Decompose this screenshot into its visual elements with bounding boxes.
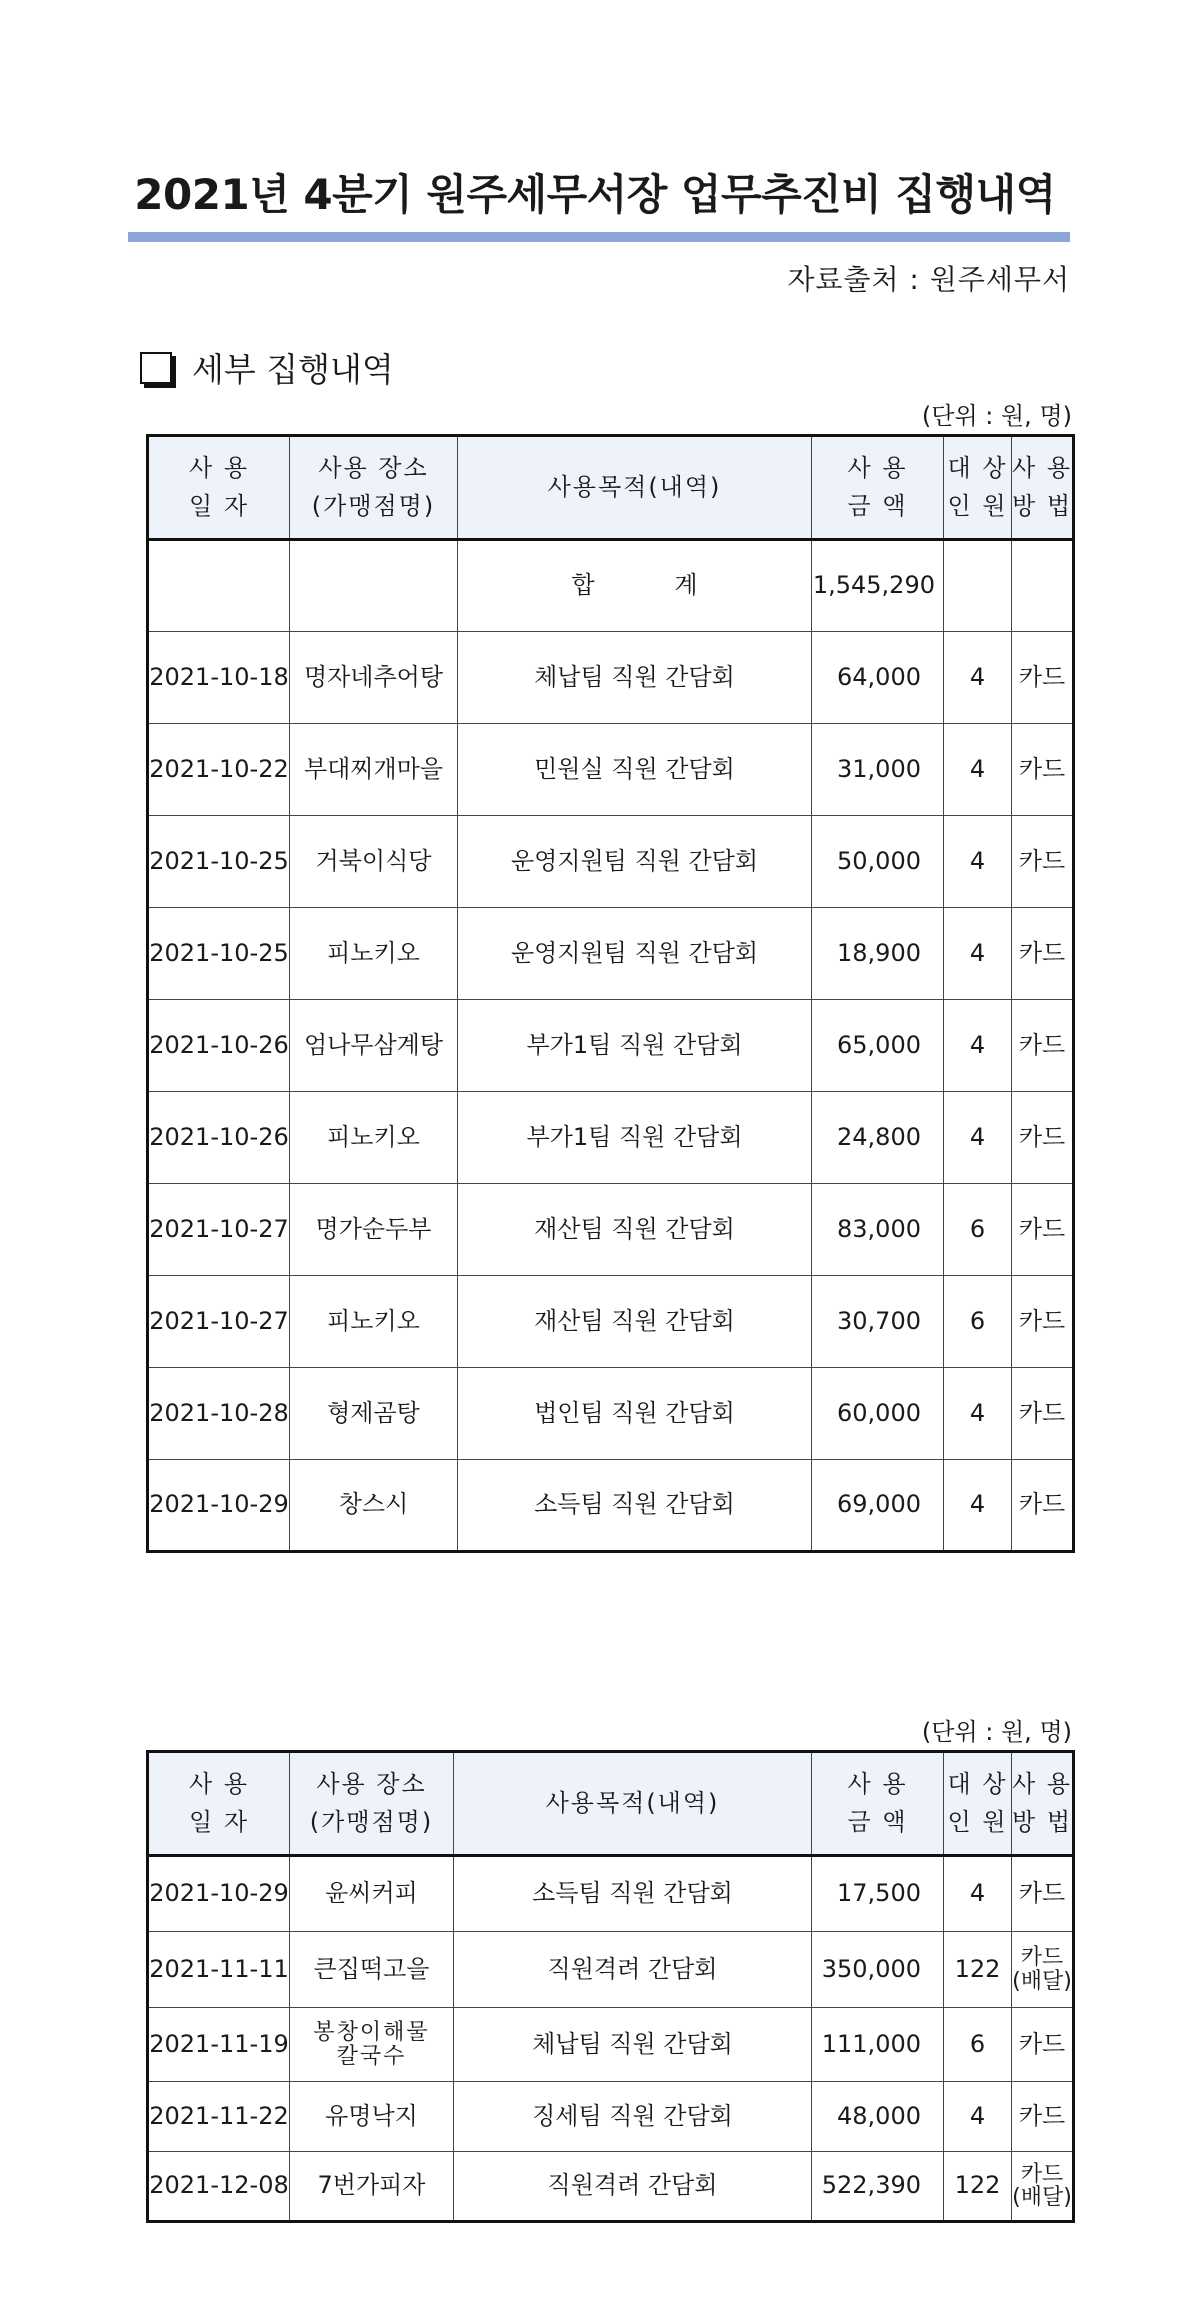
row-people: 4 <box>944 1856 1012 1932</box>
row-place: 형제곰탕 <box>290 1368 458 1460</box>
row-people: 6 <box>944 1184 1012 1276</box>
unit-label-2: (단위 : 원, 명) <box>921 1718 1072 1746</box>
header-place: 사용 장소 (가맹점명) <box>290 436 458 540</box>
header-date: 사 용 일 자 <box>148 1752 290 1856</box>
header-amount: 사 용 금 액 <box>812 436 944 540</box>
row-purpose: 체납팀 직원 간담회 <box>454 2008 812 2082</box>
row-place: 피노키오 <box>290 1276 458 1368</box>
table-row <box>148 724 1074 816</box>
row-date: 2021-10-26 <box>148 1000 290 1092</box>
table-row <box>148 1000 1074 1092</box>
table-row <box>148 632 1074 724</box>
row-method: 카드 <box>1012 2082 1074 2152</box>
row-people: 4 <box>944 1092 1012 1184</box>
expense-table-2 <box>146 1750 1075 2223</box>
table-row <box>148 2008 1074 2082</box>
row-purpose: 부가1팀 직원 간담회 <box>458 1000 812 1092</box>
row-date: 2021-10-28 <box>148 1368 290 1460</box>
header-people: 대 상 인 원 <box>944 436 1012 540</box>
table-row <box>148 1276 1074 1368</box>
row-date: 2021-10-25 <box>148 816 290 908</box>
row-place: 엄나무삼계탕 <box>290 1000 458 1092</box>
table-row <box>148 2152 1074 2222</box>
row-amount: 24,800 <box>812 1092 944 1184</box>
row-people: 122 <box>944 1932 1012 2008</box>
row-place: 피노키오 <box>290 1092 458 1184</box>
row-date: 2021-11-11 <box>148 1932 290 2008</box>
page-title: 2021년 4분기 원주세무서장 업무추진비 집행내역 <box>134 170 1056 219</box>
row-amount: 50,000 <box>812 816 944 908</box>
row-amount: 17,500 <box>812 1856 944 1932</box>
header-purpose: 사용목적(내역) <box>458 436 812 540</box>
row-people: 4 <box>944 1460 1012 1552</box>
row-place: 부대찌개마을 <box>290 724 458 816</box>
row-amount: 64,000 <box>812 632 944 724</box>
row-method: 카드 <box>1012 1276 1074 1368</box>
row-people: 4 <box>944 724 1012 816</box>
row-purpose: 운영지원팀 직원 간담회 <box>458 816 812 908</box>
total-row <box>148 540 1074 632</box>
title-underline <box>128 232 1070 242</box>
row-date: 2021-10-26 <box>148 1092 290 1184</box>
row-purpose: 소득팀 직원 간담회 <box>454 1856 812 1932</box>
table-row <box>148 1184 1074 1276</box>
row-place: 큰집떡고을 <box>290 1932 454 2008</box>
row-purpose: 민원실 직원 간담회 <box>458 724 812 816</box>
row-method: 카드 <box>1012 1184 1074 1276</box>
row-people: 4 <box>944 908 1012 1000</box>
row-date: 2021-10-29 <box>148 1460 290 1552</box>
row-method: 카드 <box>1012 1460 1074 1552</box>
table-row <box>148 908 1074 1000</box>
row-method: 카드 (배달) <box>1012 1932 1074 2008</box>
row-amount: 30,700 <box>812 1276 944 1368</box>
row-place: 유명낙지 <box>290 2082 454 2152</box>
row-people: 6 <box>944 2008 1012 2082</box>
table-row <box>148 1932 1074 2008</box>
row-amount: 111,000 <box>812 2008 944 2082</box>
table-row <box>148 1092 1074 1184</box>
row-amount: 65,000 <box>812 1000 944 1092</box>
row-place: 명자네추어탕 <box>290 632 458 724</box>
section-heading <box>140 344 394 391</box>
row-method: 카드 <box>1012 2008 1074 2082</box>
table-header-row <box>148 436 1074 540</box>
row-people: 4 <box>944 816 1012 908</box>
row-method: 카드 <box>1012 724 1074 816</box>
row-place: 7번가피자 <box>290 2152 454 2222</box>
row-date: 2021-10-25 <box>148 908 290 1000</box>
header-purpose: 사용목적(내역) <box>454 1752 812 1856</box>
row-people: 122 <box>944 2152 1012 2222</box>
total-amount: 1,545,290 <box>812 540 944 632</box>
section-title: 세부 집행내역 <box>192 350 394 389</box>
row-date: 2021-11-19 <box>148 2008 290 2082</box>
header-method: 사 용 방 법 <box>1012 436 1074 540</box>
row-purpose: 운영지원팀 직원 간담회 <box>458 908 812 1000</box>
row-method: 카드 <box>1012 908 1074 1000</box>
table-row <box>148 2082 1074 2152</box>
row-people: 6 <box>944 1276 1012 1368</box>
row-amount: 60,000 <box>812 1368 944 1460</box>
data-source: 자료출처 : 원주세무서 <box>787 263 1070 296</box>
row-date: 2021-12-08 <box>148 2152 290 2222</box>
row-method: 카드 (배달) <box>1012 2152 1074 2222</box>
row-method: 카드 <box>1012 632 1074 724</box>
expense-table-1 <box>146 434 1075 1553</box>
row-method: 카드 <box>1012 1368 1074 1460</box>
row-date: 2021-10-27 <box>148 1276 290 1368</box>
checkbox-square-icon <box>140 352 172 384</box>
row-place: 피노키오 <box>290 908 458 1000</box>
row-purpose: 직원격려 간담회 <box>454 2152 812 2222</box>
row-purpose: 법인팀 직원 간담회 <box>458 1368 812 1460</box>
row-date: 2021-10-18 <box>148 632 290 724</box>
row-purpose: 직원격려 간담회 <box>454 1932 812 2008</box>
row-method: 카드 <box>1012 816 1074 908</box>
row-purpose: 소득팀 직원 간담회 <box>458 1460 812 1552</box>
row-purpose: 재산팀 직원 간담회 <box>458 1184 812 1276</box>
row-purpose: 부가1팀 직원 간담회 <box>458 1092 812 1184</box>
header-date: 사 용 일 자 <box>148 436 290 540</box>
row-amount: 69,000 <box>812 1460 944 1552</box>
row-amount: 18,900 <box>812 908 944 1000</box>
row-people: 4 <box>944 1000 1012 1092</box>
row-amount: 350,000 <box>812 1932 944 2008</box>
row-purpose: 징세팀 직원 간담회 <box>454 2082 812 2152</box>
unit-label: (단위 : 원, 명) <box>921 402 1072 430</box>
row-date: 2021-10-22 <box>148 724 290 816</box>
row-place: 봉창이해물 칼국수 <box>290 2008 454 2082</box>
row-date: 2021-10-27 <box>148 1184 290 1276</box>
total-label: 합 계 <box>458 540 812 632</box>
header-amount: 사 용 금 액 <box>812 1752 944 1856</box>
row-date: 2021-10-29 <box>148 1856 290 1932</box>
row-place: 윤씨커피 <box>290 1856 454 1932</box>
table-row <box>148 1460 1074 1552</box>
row-people: 4 <box>944 1368 1012 1460</box>
row-method: 카드 <box>1012 1092 1074 1184</box>
header-people: 대 상 인 원 <box>944 1752 1012 1856</box>
row-place: 창스시 <box>290 1460 458 1552</box>
row-amount: 83,000 <box>812 1184 944 1276</box>
row-method: 카드 <box>1012 1856 1074 1932</box>
header-place: 사용 장소 (가맹점명) <box>290 1752 454 1856</box>
row-method: 카드 <box>1012 1000 1074 1092</box>
table-row <box>148 1368 1074 1460</box>
header-method: 사 용 방 법 <box>1012 1752 1074 1856</box>
row-people: 4 <box>944 632 1012 724</box>
table-header-row <box>148 1752 1074 1856</box>
table-row <box>148 1856 1074 1932</box>
row-purpose: 재산팀 직원 간담회 <box>458 1276 812 1368</box>
row-purpose: 체납팀 직원 간담회 <box>458 632 812 724</box>
table-row <box>148 816 1074 908</box>
row-date: 2021-11-22 <box>148 2082 290 2152</box>
row-place: 거북이식당 <box>290 816 458 908</box>
row-place: 명가순두부 <box>290 1184 458 1276</box>
row-people: 4 <box>944 2082 1012 2152</box>
row-amount: 522,390 <box>812 2152 944 2222</box>
row-amount: 31,000 <box>812 724 944 816</box>
row-amount: 48,000 <box>812 2082 944 2152</box>
